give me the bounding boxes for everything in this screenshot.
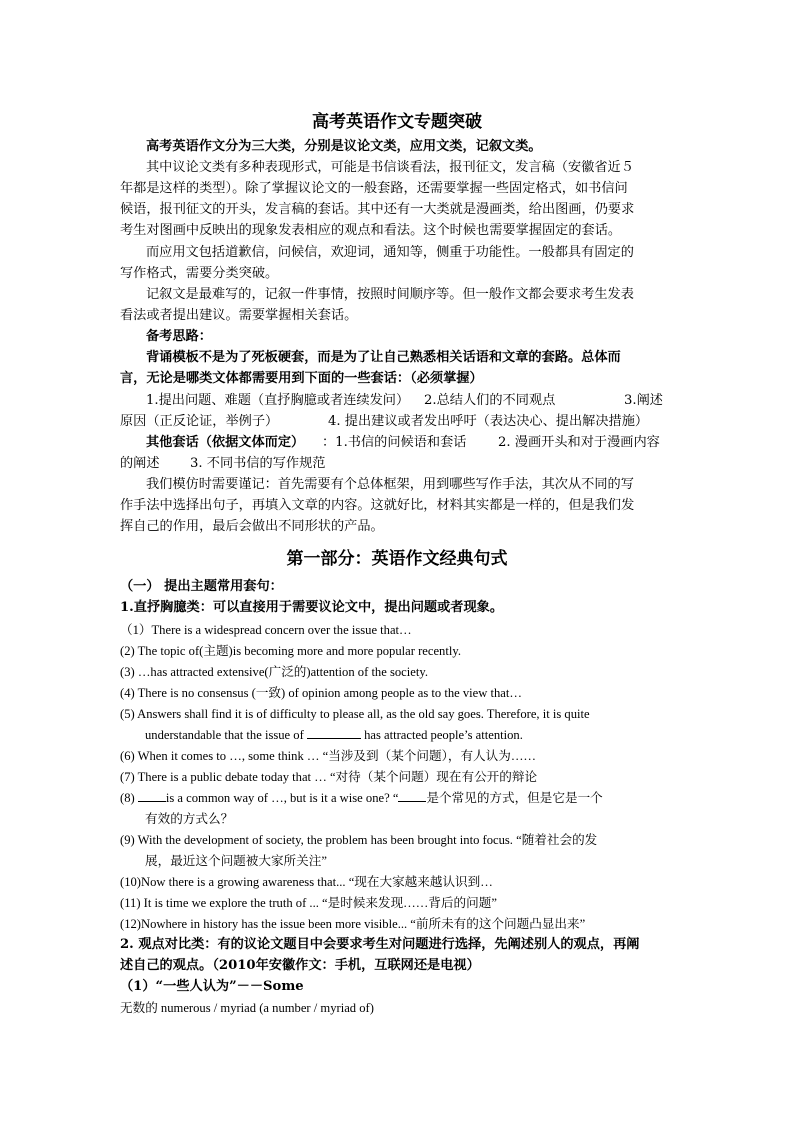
- sentence-text: (8): [120, 791, 135, 805]
- intro-line: 而应用文包括道歉信，问候信，欢迎词，通知等，侧重于功能性。一般都具有固定的: [146, 245, 634, 260]
- sentence-item: (12)Nowhere in history has the issue been more visible... “前所未有的这个问题凸显出来”: [120, 917, 586, 931]
- section-title: 第一部分：英语作文经典句式: [286, 549, 508, 569]
- intro-line: 其他套话（依据文体而定）: [146, 435, 305, 450]
- sentence-item: 有效的方式么？: [145, 812, 234, 826]
- subheading: （一） 提出主题常用套句：: [120, 579, 283, 594]
- prep-heading: 备考思路：: [146, 329, 212, 344]
- sentence-text: is a common way of …, but is it a wise one? “: [165, 791, 399, 805]
- fill-in-blank: [398, 790, 426, 802]
- sentence-item: (3) …has attracted extensive(广泛的)attention of the society.: [120, 665, 428, 679]
- sentence-item: (10)Now there is a growing awareness that... “现在大家越来越认识到…: [120, 875, 493, 889]
- intro-line: 写作格式，需要分类突破。: [120, 266, 279, 281]
- sentence-item: (9) With the development of society, the problem has been brought into focus. “随着社会的发: [120, 833, 598, 847]
- sentence-item: (6) When it comes to …, some think … “当涉及到（某个问题），有人认为……: [120, 749, 537, 763]
- intro-line: 高考英语作文分为三大类，分别是议论文类，应用文类，记叙文类。: [146, 139, 542, 154]
- intro-line: 言，无论是哪类文体都需要用到下面的一些套话：（必须掌握）: [120, 371, 483, 386]
- sentence-item: 展，最近这个问题被大家所关注”: [145, 854, 327, 868]
- intro-line: 作手法中选择出句子，再填入文章的内容。这就好比，材料其实都是一样的，但是我们发: [120, 498, 635, 513]
- intro-line: 4. 提出建议或者发出呼吁（表达决心、提出解决措施）: [328, 414, 649, 429]
- sentence-item: (4) There is no consensus (一致) of opinion among people as to the view that…: [120, 686, 522, 700]
- sentence-item: (7) There is a public debate today that … “对待（某个问题）现在有公开的辩论: [120, 770, 538, 784]
- intro-line: 3. 不同书信的写作规范: [190, 456, 326, 471]
- sentence-text: understandable that the issue of: [145, 728, 304, 742]
- intro-line: 原因（正反论证，举例子）: [120, 414, 279, 429]
- document-title: 高考英语作文专题突破: [312, 112, 482, 132]
- intro-line: 看法或者提出建议。需要掌握相关套话。: [120, 308, 358, 323]
- sentence-item: 无数的 numerous / myriad (a number / myriad of): [120, 1001, 374, 1015]
- subheading: 1.直抒胸臆类：可以直接用于需要议论文中，提出问题或者现象。: [120, 600, 504, 615]
- intro-line: 记叙文是最难写的，记叙一件事情，按照时间顺序等。但一般作文都会要求考生发表: [146, 287, 634, 302]
- intro-line: 的阐述: [120, 456, 160, 471]
- intro-line: 2.总结人们的不同观点: [424, 393, 556, 408]
- intro-line: 年都是这样的类型）。除了掌握议论文的一般套路，还需要掌握一些固定格式，如书信问: [120, 181, 628, 196]
- intro-line: 候语，报刊征文的开头，发言稿的套话。其中还有一大类就是漫画类，给出图画，仍要求: [120, 202, 635, 217]
- sentence-item: （1）There is a widespread concern over the issue that…: [120, 623, 412, 637]
- intro-line: ：1.书信的问候语和套话: [322, 435, 467, 450]
- subheading: 2. 观点对比类：有的议论文题目中会要求考生对问题进行选择，先阐述别人的观点，再阐: [120, 937, 640, 952]
- fill-in-blank: [307, 727, 361, 739]
- sentence-item: (5) Answers shall find it is of difficulty to please all, as the old say goes. Therefore, it is quite: [120, 707, 590, 721]
- intro-line: 1.提出问题、难题（直抒胸臆或者连续发问）: [146, 393, 410, 408]
- sentence-text: has attracted people’s attention.: [364, 728, 523, 742]
- intro-line: 背诵模板不是为了死板硬套，而是为了让自己熟悉相关话语和文章的套路。总体而: [146, 350, 621, 365]
- sentence-item: (11) It is time we explore the truth of ... “是时候来发现……背后的问题”: [120, 896, 497, 910]
- intro-line: 我们模仿时需要谨记：首先需要有个总体框架，用到哪些写作手法，其次从不同的写: [146, 477, 634, 492]
- sentence-item: [120, 789, 603, 807]
- sentence-item: （1）“一些人认为”－－Some: [120, 979, 304, 994]
- intro-line: 2. 漫画开头和对于漫画内容: [498, 435, 660, 450]
- intro-line: 考生对图画中反映出的现象发表相应的观点和看法。这个时候也需要掌握固定的套话。: [120, 223, 622, 238]
- subheading: 述自己的观点。（2010年安徽作文：手机，互联网还是电视）: [120, 958, 480, 973]
- sentence-item: (2) The topic of(主题)is becoming more and more popular recently.: [120, 644, 461, 658]
- intro-line: 挥自己的作用，最后会做出不同形状的产品。: [120, 519, 384, 534]
- intro-line: 3.阐述: [624, 393, 663, 408]
- intro-line: 其中议论文类有多种表现形式，可能是书信谈看法，报刊征文，发言稿（安徽省近５: [146, 160, 634, 175]
- sentence-text: 是个常见的方式，但是它是一个: [426, 791, 603, 805]
- sentence-item: [145, 726, 523, 744]
- fill-in-blank: [138, 790, 166, 802]
